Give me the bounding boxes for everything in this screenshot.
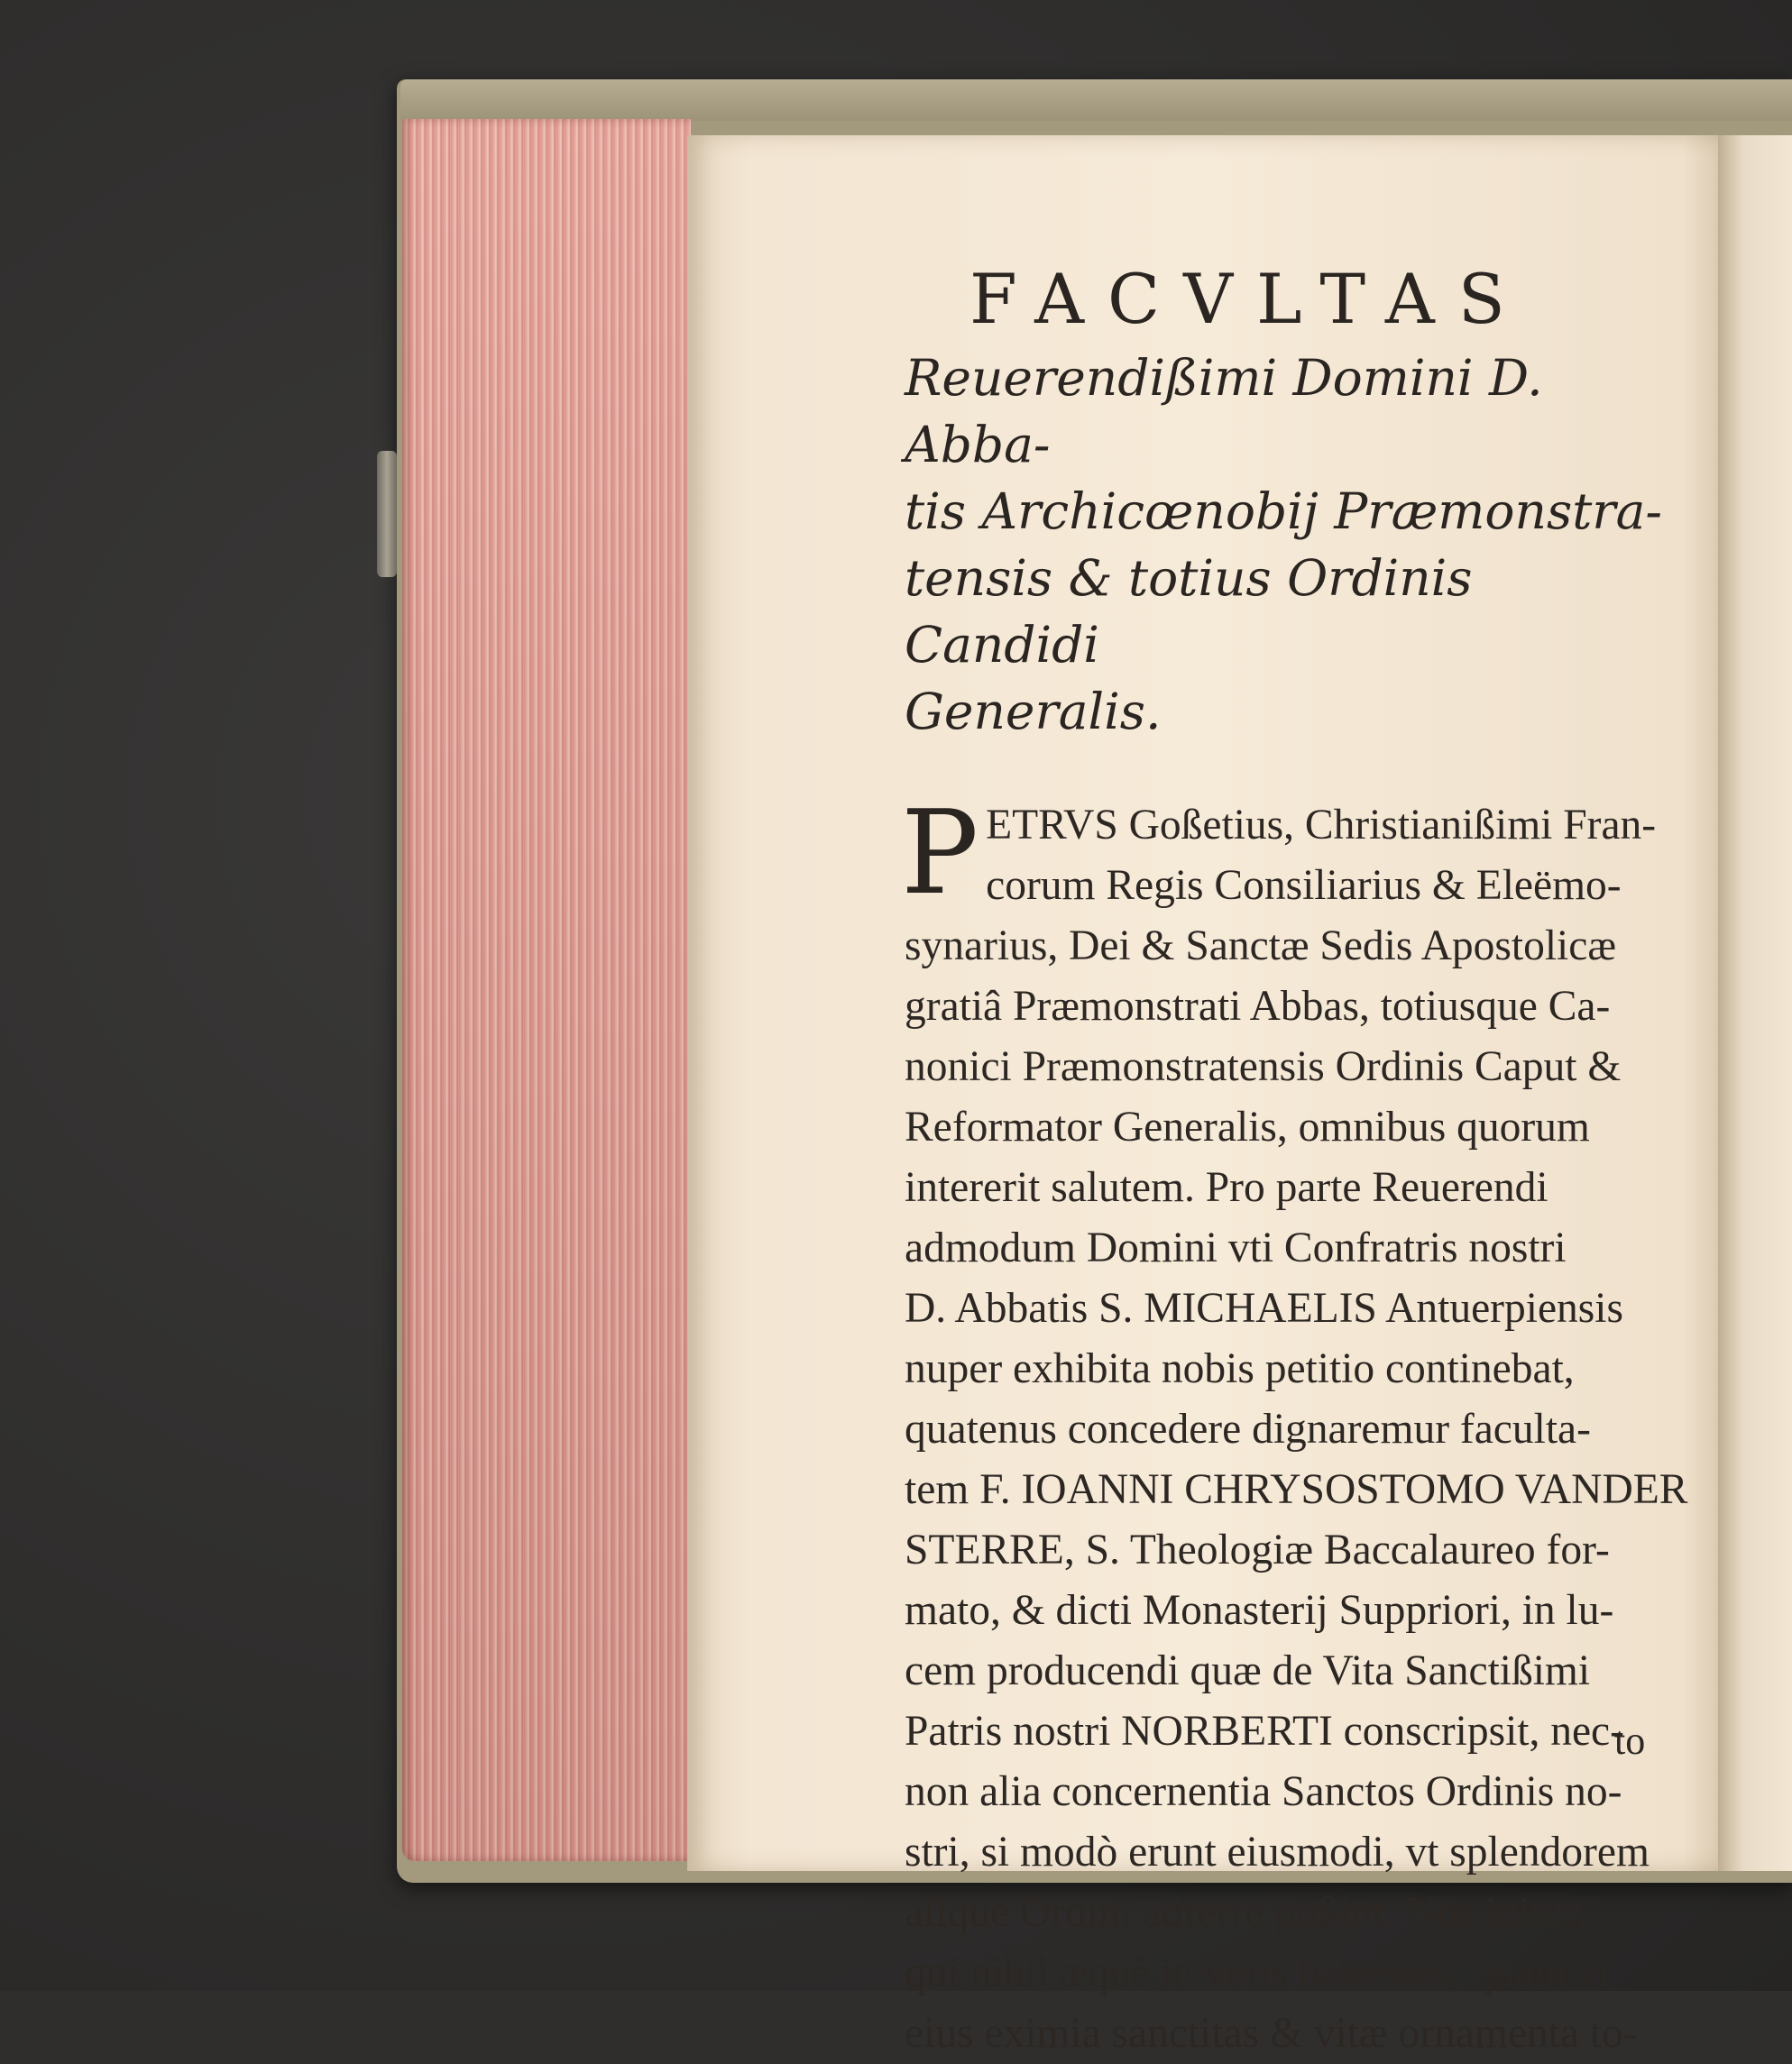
body-line: aliquē Ordini adferre poßint. Nos igitur, (905, 1888, 1587, 1936)
body-line: ETRVS Goßetius, Christianißimi Fran- (986, 801, 1657, 849)
clasp-icon (377, 451, 397, 577)
body-line: Reformator Generalis, omnibus quorum (905, 1103, 1590, 1151)
subtitle-line: tensis & totius Ordinis Candidi (905, 548, 1473, 674)
drop-cap: P (901, 785, 979, 921)
body-line: qui nihil æquè in votis habemus, quàm vt (905, 1949, 1612, 1996)
catchword: to (1614, 1719, 1646, 1763)
body-line: nuper exhibita nobis petitio continebat, (905, 1344, 1575, 1392)
body-line: corum Regis Consiliarius & Eleëmo- (986, 861, 1622, 909)
body-line: stri, si modò erunt eiusmodi, vt splendorem (905, 1828, 1650, 1876)
body-line: STERRE, S. Theologiæ Baccalaureo for- (905, 1526, 1610, 1573)
facing-page-edge (1718, 135, 1792, 1871)
body-line: D. Abbatis S. MICHAELIS Antuerpiensis (905, 1284, 1623, 1332)
body-line: tem F. IOANNI CHRYSOSTOMO VANDER (905, 1465, 1688, 1513)
page-subtitle (905, 344, 1662, 745)
body-line: eius eximia sanctitas & vitæ ornamenta to- (905, 2009, 1638, 2057)
page-title: FACVLTAS (970, 259, 1529, 339)
subtitle-line: Reuerendißimi Domini D. Abba- (905, 348, 1543, 473)
body-line: synarius, Dei & Sanctæ Sedis Apostolicæ (905, 922, 1617, 969)
body-line: intererit salutem. Pro parte Reuerendi (905, 1163, 1548, 1211)
body-text (901, 785, 1688, 2064)
body-line: nonici Præmonstratensis Ordinis Caput & (905, 1042, 1622, 1090)
body-line: admodum Domini vti Confratris nostri (905, 1224, 1567, 1271)
subtitle-line: tis Archicœnobij Præmonstra- (905, 482, 1662, 540)
body-line: cem producendi quæ de Vita Sanctißimi (905, 1647, 1591, 1694)
body-line: non alia concernentia Sanctos Ordinis no- (905, 1767, 1622, 1815)
body-line: quatenus concedere dignaremur faculta- (905, 1405, 1591, 1453)
body-line: Patris nostri NORBERTI conscripsit, nec- (905, 1707, 1624, 1755)
page-fore-edge (402, 119, 691, 1861)
body-line: mato, & dicti Monasterij Suppriori, in lu- (905, 1586, 1614, 1634)
book-cover-top-edge (400, 79, 1792, 121)
subtitle-line: Generalis. (905, 682, 1162, 740)
page-text (901, 259, 1688, 2064)
body-line: gratiâ Præmonstrati Abbas, totiusque Ca- (905, 982, 1611, 1030)
